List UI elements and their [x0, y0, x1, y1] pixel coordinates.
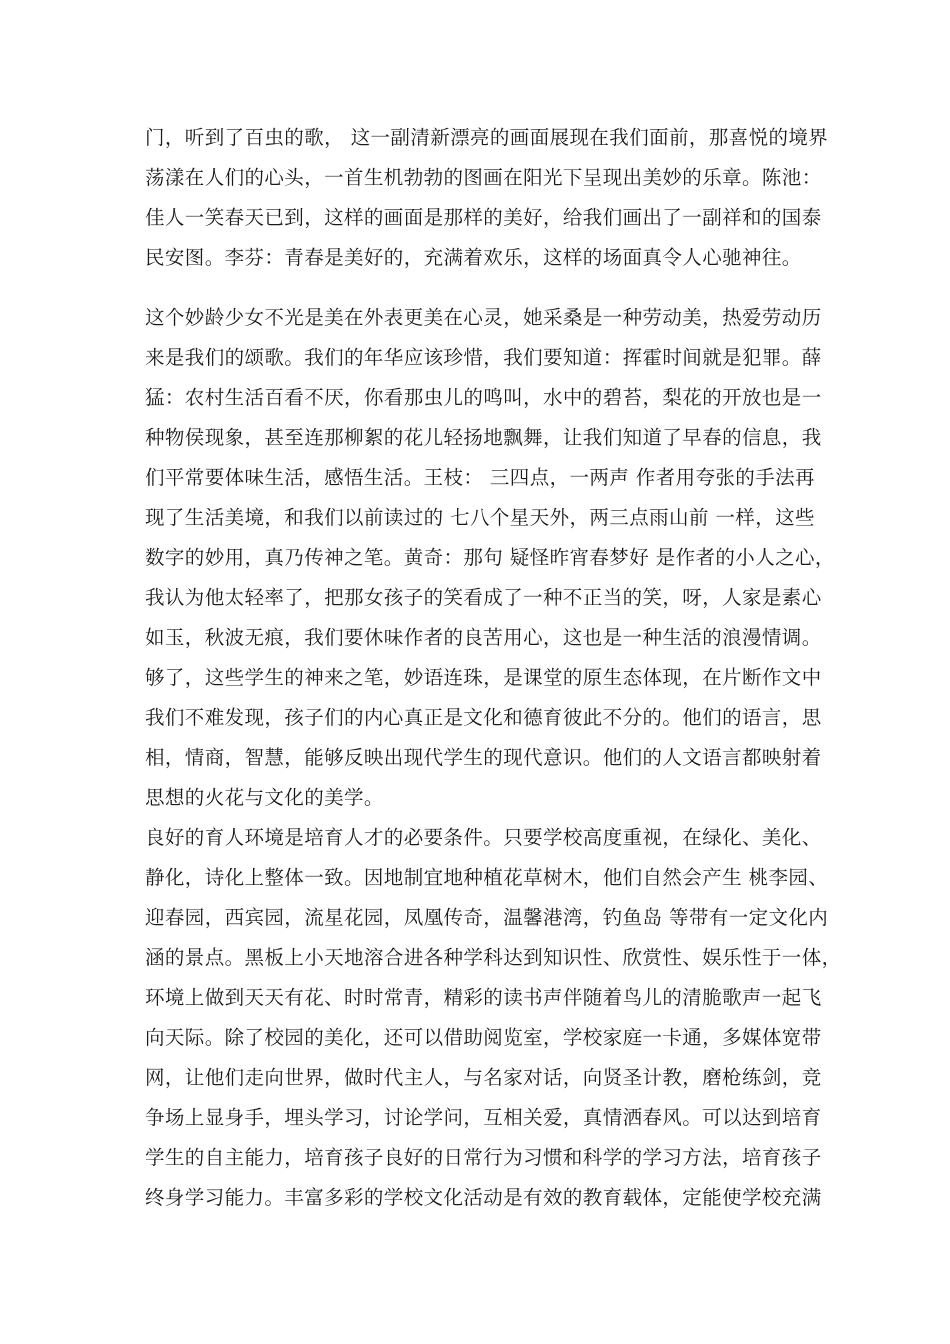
text-line: 我们不难发现，孩子们的内心真正是文化和德育彼此不分的。他们的语言，思	[145, 706, 822, 729]
text-line: 相，情商，智慧，能够反映出现代学生的现代意识。他们的人文语言都映射着	[145, 746, 822, 769]
text-line: 良好的育人环境是培育人才的必要条件。只要学校高度重视，在绿化、美化、	[145, 826, 822, 849]
text-line: 争场上显身手，埋头学习，讨论学问，互相关爱，真情洒春风。可以达到培育	[145, 1106, 822, 1129]
text-line: 种物侯现象，甚至连那柳絮的花儿轻扬地飘舞，让我们知道了早春的信息，我	[145, 426, 822, 449]
text-line: 涵的景点。黑板上小天地溶合进各种学科达到知识性、欣赏性、娱乐性于一体，	[145, 946, 842, 969]
text-line: 迎春园，西宾园，流星花园，凤凰传奇，温馨港湾，钓鱼岛 等带有一定文化内	[145, 906, 829, 929]
text-line: 环境上做到天天有花、时时常青，精彩的读书声伴随着鸟儿的清脆歌声一起飞	[145, 986, 822, 1009]
text-line: 数字的妙用，真乃传神之笔。黄奇：那句 疑怪昨宵春梦好 是作者的小人之心，	[145, 546, 835, 569]
text-line: 够了，这些学生的神来之笔，妙语连珠，是课堂的原生态体现，在片断作文中	[145, 666, 822, 689]
text-line: 门，听到了百虫的歌， 这一副清新漂亮的画面展现在我们面前，那喜悦的境界	[145, 126, 829, 149]
text-line: 来是我们的颂歌。我们的年华应该珍惜，我们要知道：挥霍时间就是犯罪。薛	[145, 346, 822, 369]
text-line: 如玉，秋波无痕，我们要休味作者的良苦用心，这也是一种生活的浪漫情调。	[145, 626, 822, 649]
text-line: 静化，诗化上整体一致。因地制宜地种植花草树木，他们自然会产生 桃李园、	[145, 866, 829, 889]
text-line: 荡漾在人们的心头，一首生机勃勃的图画在阳光下呈现出美妙的乐章。陈池：	[145, 166, 822, 189]
text-line: 学生的自主能力，培育孩子良好的日常行为习惯和科学的学习方法，培育孩子	[145, 1146, 822, 1169]
text-line: 现了生活美境，和我们以前读过的 七八个星天外，两三点雨山前 一样，这些	[145, 506, 815, 529]
text-line: 佳人一笑春天已到，这样的画面是那样的美好，给我们画出了一副祥和的国泰	[145, 206, 822, 229]
text-line: 我认为他太轻率了，把那女孩子的笑看成了一种不正当的笑，呀，人家是素心	[145, 586, 822, 609]
text-line: 们平常要体味生活，感悟生活。王枝： 三四点，一两声 作者用夸张的手法再	[145, 466, 815, 489]
text-line: 终身学习能力。丰富多彩的学校文化活动是有效的教育载体，定能使学校充满	[145, 1186, 822, 1209]
text-line: 这个妙龄少女不光是美在外表更美在心灵，她采桑是一种劳动美，热爱劳动历	[145, 306, 822, 329]
text-line: 思想的火花与文化的美学。	[145, 786, 384, 809]
text-line: 猛：农村生活百看不厌，你看那虫儿的鸣叫，水中的碧苔，梨花的开放也是一	[145, 386, 822, 409]
text-line: 向天际。除了校园的美化，还可以借助阅览室，学校家庭一卡通，多媒体宽带	[145, 1026, 822, 1049]
text-line: 民安图。李芬：青春是美好的，充满着欢乐，这样的场面真令人心驰神往。	[145, 246, 802, 269]
text-line: 网，让他们走向世界，做时代主人，与名家对话，向贤圣计教，磨枪练剑，竞	[145, 1066, 822, 1089]
